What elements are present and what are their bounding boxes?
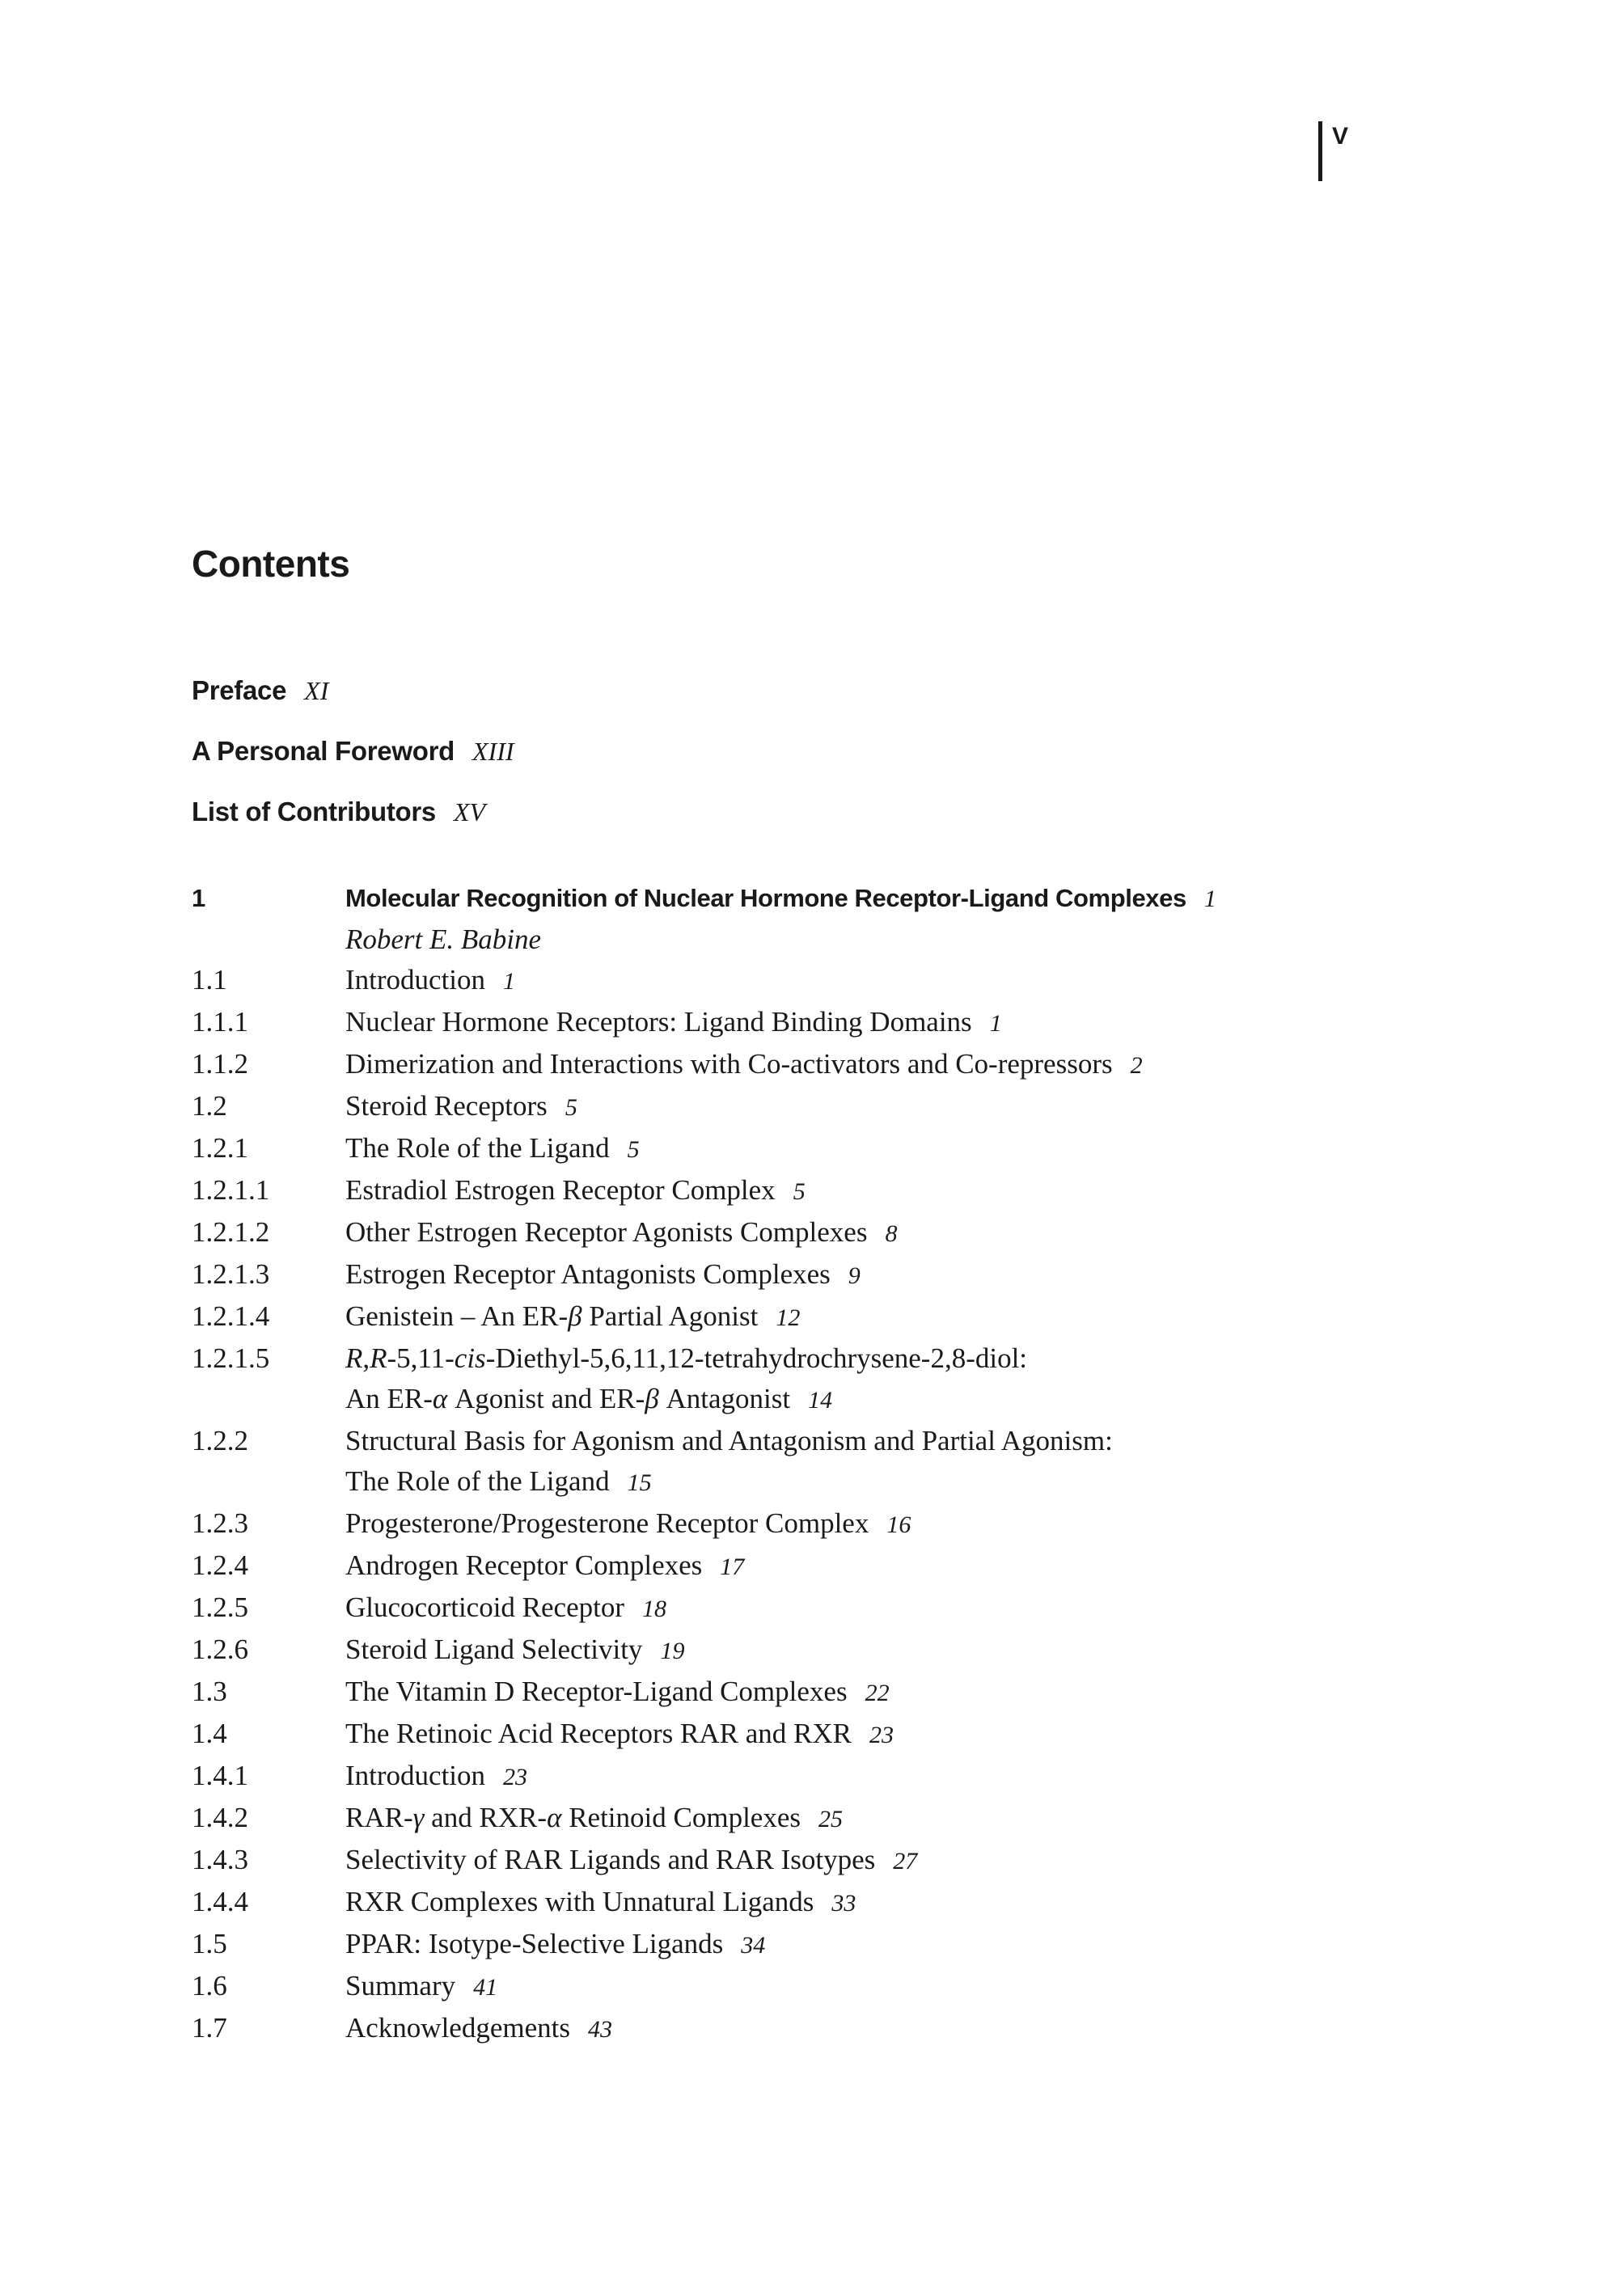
section-title: The Role of the Ligand xyxy=(345,1132,610,1164)
section-title-part: Partial Agonist xyxy=(582,1300,759,1332)
section-page: 8 xyxy=(885,1220,898,1247)
section-title: Progesterone/Progesterone Receptor Complex xyxy=(345,1507,869,1539)
section-page: 18 xyxy=(642,1596,667,1622)
section-page: 25 xyxy=(818,1806,843,1832)
section-page: 14 xyxy=(808,1387,833,1414)
section-number: 1.4.2 xyxy=(192,1802,248,1833)
section-page: 41 xyxy=(473,1974,498,2001)
section-page: 12 xyxy=(776,1304,801,1331)
front-matter-page: XV xyxy=(453,797,486,826)
section-title: Nuclear Hormone Receptors: Ligand Binding Domains xyxy=(345,1006,972,1038)
toc-entry[interactable] xyxy=(192,1714,1405,1756)
section-title-part: RAR- xyxy=(345,1802,413,1833)
front-matter-label: List of Contributors xyxy=(192,797,436,826)
front-matter-list xyxy=(192,675,514,857)
page-title: Contents xyxy=(192,543,350,585)
toc-entry[interactable] xyxy=(192,1966,1405,2008)
section-title-part: -Diethyl-5,6,11,12-tetrahydrochrysene-2,8-diol: xyxy=(485,1342,1028,1374)
section-title: PPAR: Isotype-Selective Ligands xyxy=(345,1928,724,1959)
toc-entry[interactable] xyxy=(192,1629,1405,1672)
greek-beta: β xyxy=(645,1383,659,1414)
page-number-marker xyxy=(1318,121,1348,181)
section-title: Steroid Receptors xyxy=(345,1090,548,1122)
chapter-number: 1 xyxy=(192,884,205,912)
page-number: V xyxy=(1332,123,1349,150)
toc-entry[interactable] xyxy=(192,1212,1405,1254)
toc-entry[interactable] xyxy=(192,960,1405,1002)
section-title-part: Retinoid Complexes xyxy=(561,1802,801,1833)
section-title: The Role of the Ligand xyxy=(345,1465,610,1497)
section-title: Steroid Ligand Selectivity xyxy=(345,1634,643,1665)
toc-entry[interactable] xyxy=(192,1756,1405,1798)
toc-entry[interactable] xyxy=(192,1672,1405,1714)
section-title: Estrogen Receptor Antagonists Complexes xyxy=(345,1258,831,1290)
section-number: 1.2 xyxy=(192,1090,227,1122)
toc-list xyxy=(192,877,1405,2050)
section-title: Structural Basis for Agonism and Antagonism and Partial Agonism: xyxy=(345,1425,1113,1456)
section-title-part: Antagonist xyxy=(658,1383,791,1414)
section-title-part: R xyxy=(370,1342,387,1374)
section-number: 1.4.1 xyxy=(192,1760,248,1791)
section-page: 9 xyxy=(848,1262,861,1289)
front-matter-label: A Personal Foreword xyxy=(192,736,455,766)
section-page: 22 xyxy=(865,1680,890,1706)
section-page: 33 xyxy=(831,1890,856,1917)
section-title: Other Estrogen Receptor Agonists Complexes xyxy=(345,1216,868,1248)
greek-gamma: γ xyxy=(412,1802,425,1833)
toc-chapter-1[interactable] xyxy=(192,877,1405,919)
page-marker-rule xyxy=(1318,121,1322,181)
front-matter-label: Preface xyxy=(192,675,287,705)
section-number: 1.1.1 xyxy=(192,1006,248,1038)
section-page: 1 xyxy=(989,1010,1002,1037)
section-page: 15 xyxy=(627,1469,652,1496)
section-title: Glucocorticoid Receptor xyxy=(345,1591,625,1623)
section-number: 1.4.3 xyxy=(192,1844,248,1875)
section-title-part: R xyxy=(345,1342,363,1374)
chapter-page: 1 xyxy=(1203,886,1216,912)
toc-entry[interactable] xyxy=(192,1296,1405,1338)
toc-entry[interactable] xyxy=(192,1882,1405,1924)
greek-alpha: α xyxy=(432,1383,448,1414)
section-title: Introduction xyxy=(345,964,486,995)
front-matter-item-preface[interactable] xyxy=(192,675,514,736)
section-page: 19 xyxy=(660,1638,685,1664)
section-number: 1.4 xyxy=(192,1718,227,1749)
section-page: 34 xyxy=(741,1932,766,1959)
front-matter-item-contributors[interactable] xyxy=(192,797,514,857)
section-title-part: Agonist and ER- xyxy=(447,1383,645,1414)
toc-entry[interactable] xyxy=(192,1798,1405,1840)
section-number: 1.7 xyxy=(192,2012,227,2044)
front-matter-item-foreword[interactable] xyxy=(192,736,514,797)
toc-entry[interactable] xyxy=(192,1128,1405,1170)
toc-entry-continuation[interactable] xyxy=(192,1461,1405,1503)
toc-entry[interactable] xyxy=(192,1086,1405,1128)
front-matter-page: XIII xyxy=(472,737,514,766)
section-number: 1.1 xyxy=(192,964,227,995)
section-number: 1.2.1.4 xyxy=(192,1300,270,1332)
section-number: 1.2.6 xyxy=(192,1634,248,1665)
section-number: 1.2.1.3 xyxy=(192,1258,270,1290)
section-title: Androgen Receptor Complexes xyxy=(345,1549,703,1581)
chapter-author-row xyxy=(192,919,1405,960)
toc-entry[interactable] xyxy=(192,1924,1405,1966)
front-matter-page: XI xyxy=(304,676,329,705)
section-title: Dimerization and Interactions with Co-activators and Co-repressors xyxy=(345,1048,1113,1080)
section-page: 27 xyxy=(893,1848,918,1875)
section-number: 1.2.3 xyxy=(192,1507,248,1539)
chapter-title: Molecular Recognition of Nuclear Hormone Receptor-Ligand Complexes xyxy=(345,884,1186,912)
section-number: 1.2.4 xyxy=(192,1549,248,1581)
chapter-author: Robert E. Babine xyxy=(345,924,542,955)
toc-entry[interactable] xyxy=(192,1044,1405,1086)
toc-entry[interactable] xyxy=(192,1503,1405,1545)
section-page: 23 xyxy=(869,1722,894,1748)
section-title-part: -5,11- xyxy=(387,1342,455,1374)
section-title: RXR Complexes with Unnatural Ligands xyxy=(345,1886,814,1917)
section-title: Introduction xyxy=(345,1760,486,1791)
section-title: Acknowledgements xyxy=(345,2012,570,2044)
toc-entry[interactable] xyxy=(192,1587,1405,1629)
section-page: 5 xyxy=(627,1136,640,1163)
section-page: 5 xyxy=(793,1178,806,1205)
section-number: 1.3 xyxy=(192,1676,227,1707)
section-number: 1.2.1.5 xyxy=(192,1342,270,1374)
section-title-part: Genistein – An ER- xyxy=(345,1300,569,1332)
section-number: 1.2.1.1 xyxy=(192,1174,270,1206)
section-number: 1.2.5 xyxy=(192,1591,248,1623)
section-page: 16 xyxy=(886,1511,911,1538)
section-number: 1.1.2 xyxy=(192,1048,248,1080)
section-title-part: cis xyxy=(454,1342,486,1374)
section-title: The Vitamin D Receptor-Ligand Complexes xyxy=(345,1676,848,1707)
section-title: Selectivity of RAR Ligands and RAR Isotypes xyxy=(345,1844,876,1875)
section-title-part: , xyxy=(362,1342,370,1374)
toc-entry-continuation[interactable] xyxy=(192,1379,1405,1421)
section-number: 1.2.2 xyxy=(192,1425,248,1456)
toc-entry[interactable] xyxy=(192,1545,1405,1587)
section-page: 2 xyxy=(1130,1052,1143,1079)
section-page: 43 xyxy=(587,2016,612,2043)
section-number: 1.2.1 xyxy=(192,1132,248,1164)
section-page: 1 xyxy=(503,968,516,995)
section-number: 1.2.1.2 xyxy=(192,1216,270,1248)
section-title: Summary xyxy=(345,1970,456,2001)
section-page: 23 xyxy=(503,1764,528,1790)
section-page: 17 xyxy=(720,1553,745,1580)
toc-entry[interactable] xyxy=(192,1840,1405,1882)
toc-entry[interactable] xyxy=(192,1254,1405,1296)
section-title-part: An ER- xyxy=(345,1383,433,1414)
greek-beta: β xyxy=(568,1300,582,1332)
toc-entry[interactable] xyxy=(192,1170,1405,1212)
section-number: 1.4.4 xyxy=(192,1886,248,1917)
toc-entry[interactable] xyxy=(192,1421,1405,1461)
toc-entry[interactable] xyxy=(192,1338,1405,1379)
section-title: The Retinoic Acid Receptors RAR and RXR xyxy=(345,1718,852,1749)
section-number: 1.6 xyxy=(192,1970,227,2001)
section-number: 1.5 xyxy=(192,1928,227,1959)
toc-entry[interactable] xyxy=(192,2008,1405,2050)
greek-alpha: α xyxy=(547,1802,562,1833)
section-title-part: and RXR- xyxy=(424,1802,548,1833)
toc-entry[interactable] xyxy=(192,1002,1405,1044)
section-title: Estradiol Estrogen Receptor Complex xyxy=(345,1174,776,1206)
section-page: 5 xyxy=(565,1094,577,1121)
